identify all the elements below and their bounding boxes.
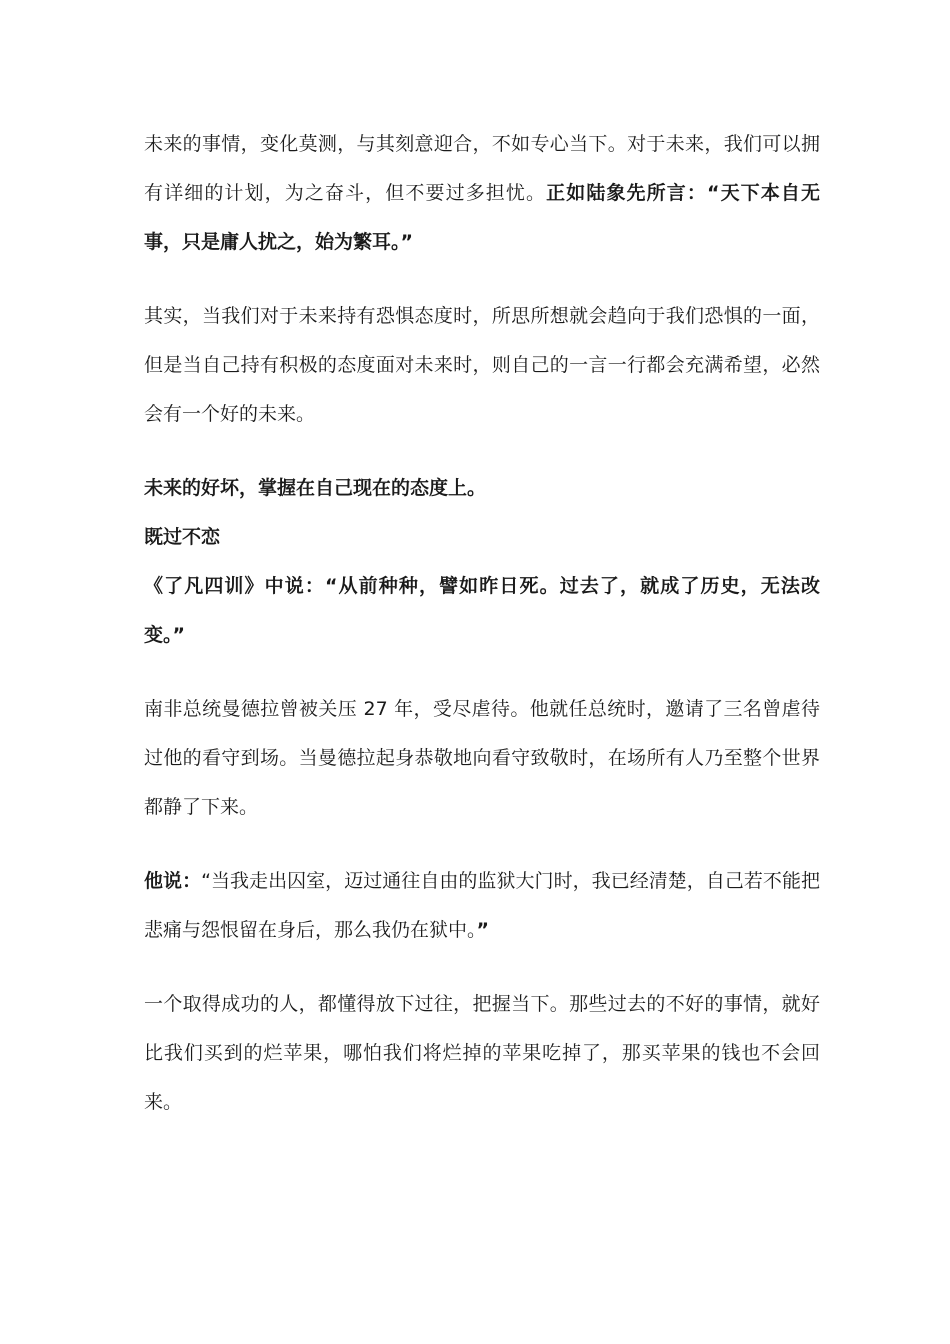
summary-text: 未来的好坏，掌握在自己现在的态度上。 [144,477,487,499]
paragraph-mandela-story [144,685,820,832]
section-heading-text: 既过不恋 [144,526,221,548]
paragraph-text: 一个取得成功的人，都懂得放下过往，把握当下。那些过去的不好的事情，就好比我们买到的烂苹果，哪怕我们将烂掉的苹果吃掉了，那买苹果的钱也不会回来。 [144,993,820,1113]
paragraph-text: 其实，当我们对于未来持有恐惧态度时，所思所想就会趋向于我们恐惧的一面，但是当自己持有积极的态度面对未来时，则自己的一言一行都会充满希望，必然会有一个好的未来。 [144,305,820,425]
speaker-label: 他说： [144,870,202,892]
document-body [144,120,820,1127]
quote-liaofan: 《了凡四训》中说：“从前种种，譬如昨日死。过去了，就成了历史，无法改变。” [144,575,820,646]
section-heading [144,513,820,562]
paragraph-liaofan-quote [144,562,820,660]
paragraph-text: 南非总统曼德拉曾被关压 27 年，受尽虐待。他就任总统时，邀请了三名曾虐待过他的看守到场。当曼德拉起身恭敬地向看守致敬时，在场所有人乃至整个世界都静了下来。 [144,698,820,818]
quote-mandela: “当我走出囚室，迈过通往自由的监狱大门时，我已经清楚，自己若不能把悲痛与怨恨留在身后，那么我仍在狱中。 [144,870,820,941]
paragraph-fear-attitude [144,292,820,439]
paragraph-future-planning [144,120,820,267]
paragraph-future-summary [144,464,820,513]
paragraph-let-go [144,980,820,1127]
paragraph-text: 未来的事情，变化莫测，与其刻意迎合，不如专心当下。对于未来，我们可以拥有详细的计划，为之奋斗，但不要过多担忧。 [144,133,820,204]
closing-quote-mark: ” [476,919,490,941]
paragraph-mandela-quote [144,857,820,955]
quote-lu-xiangxian: 正如陆象先所言：“天下本自无事，只是庸人扰之，始为繁耳。” [144,182,820,253]
